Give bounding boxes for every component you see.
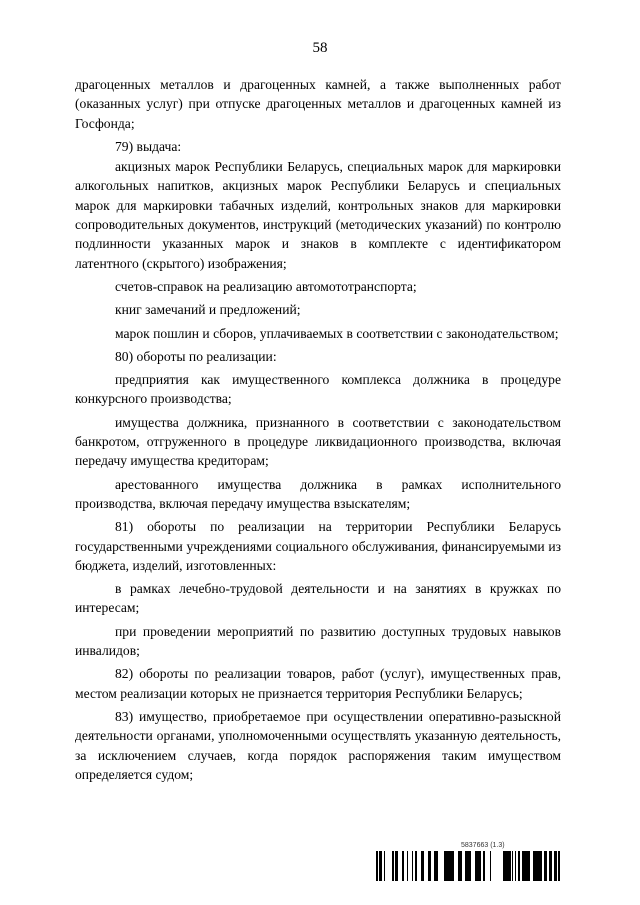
paragraph: марок пошлин и сборов, уплачиваемых в соответствии с законодательством; xyxy=(115,325,559,341)
paragraph: 79) выдача: xyxy=(115,138,182,154)
barcode-block xyxy=(376,842,564,884)
page-number: 58 xyxy=(312,40,328,56)
paragraph: книг замечаний и предложений; xyxy=(115,302,301,318)
paragraph: 82) обороты по реализации товаров, работ (услуг), имущественных прав, местом реализации которых не признается территория Республики Беларусь; xyxy=(75,666,561,701)
paragraph: счетов-справок на реализацию автомототранспорта; xyxy=(115,278,417,294)
barcode-image xyxy=(376,851,564,881)
paragraph: арестованного имущества должника в рамках исполнительного производства, включая передачу имущества взыскателям; xyxy=(75,476,561,511)
document-body xyxy=(75,75,561,788)
paragraph: 83) имущество, приобретаемое при осуществлении оперативно-разыскной деятельности органами, уполномоченными осуществлять указанную деятельность, за исключением случаев, когда порядок распоряжения таким имуществом определяется судом; xyxy=(75,708,561,782)
paragraph: акцизных марок Республики Беларусь, специальных марок для маркировки алкогольных напитков, акцизных марок Республики Беларусь и специальных марок для маркировки табачных изделий, контрольных знаков для маркировки сопроводительных документов, инструкций (методических указаний) по контролю подлинности указанных марок и знаков в комплекте с идентификатором латентного (скрытого) изображения; xyxy=(75,159,561,271)
paragraph: 81) обороты по реализации на территории Республики Беларусь государственными учреждениями социального обслуживания, финансируемыми из бюджета, изделий, изготовленных: xyxy=(75,519,561,573)
paragraph: в рамках лечебно-трудовой деятельности и на занятиях в кружках по интересам; xyxy=(75,581,561,616)
paragraph: 80) обороты по реализации: xyxy=(115,348,277,364)
barcode-label: 5837663 (1.3) xyxy=(461,842,505,849)
paragraph: при проведении мероприятий по развитию доступных трудовых навыков инвалидов; xyxy=(75,623,561,659)
paragraph: имущества должника, признанного в соответствии с законодательством банкротом, отгруженного в процедуре ликвидационного производства, включая передачу имущества кредиторам; xyxy=(75,414,561,469)
paragraph: предприятия как имущественного комплекса должника в процедуре конкурсного производства; xyxy=(75,372,561,407)
paragraph: драгоценных металлов и драгоценных камней, а также выполненных работ (оказанных услуг) при отпуске драгоценных металлов и драгоценных камней из Госфонда; xyxy=(75,77,561,131)
